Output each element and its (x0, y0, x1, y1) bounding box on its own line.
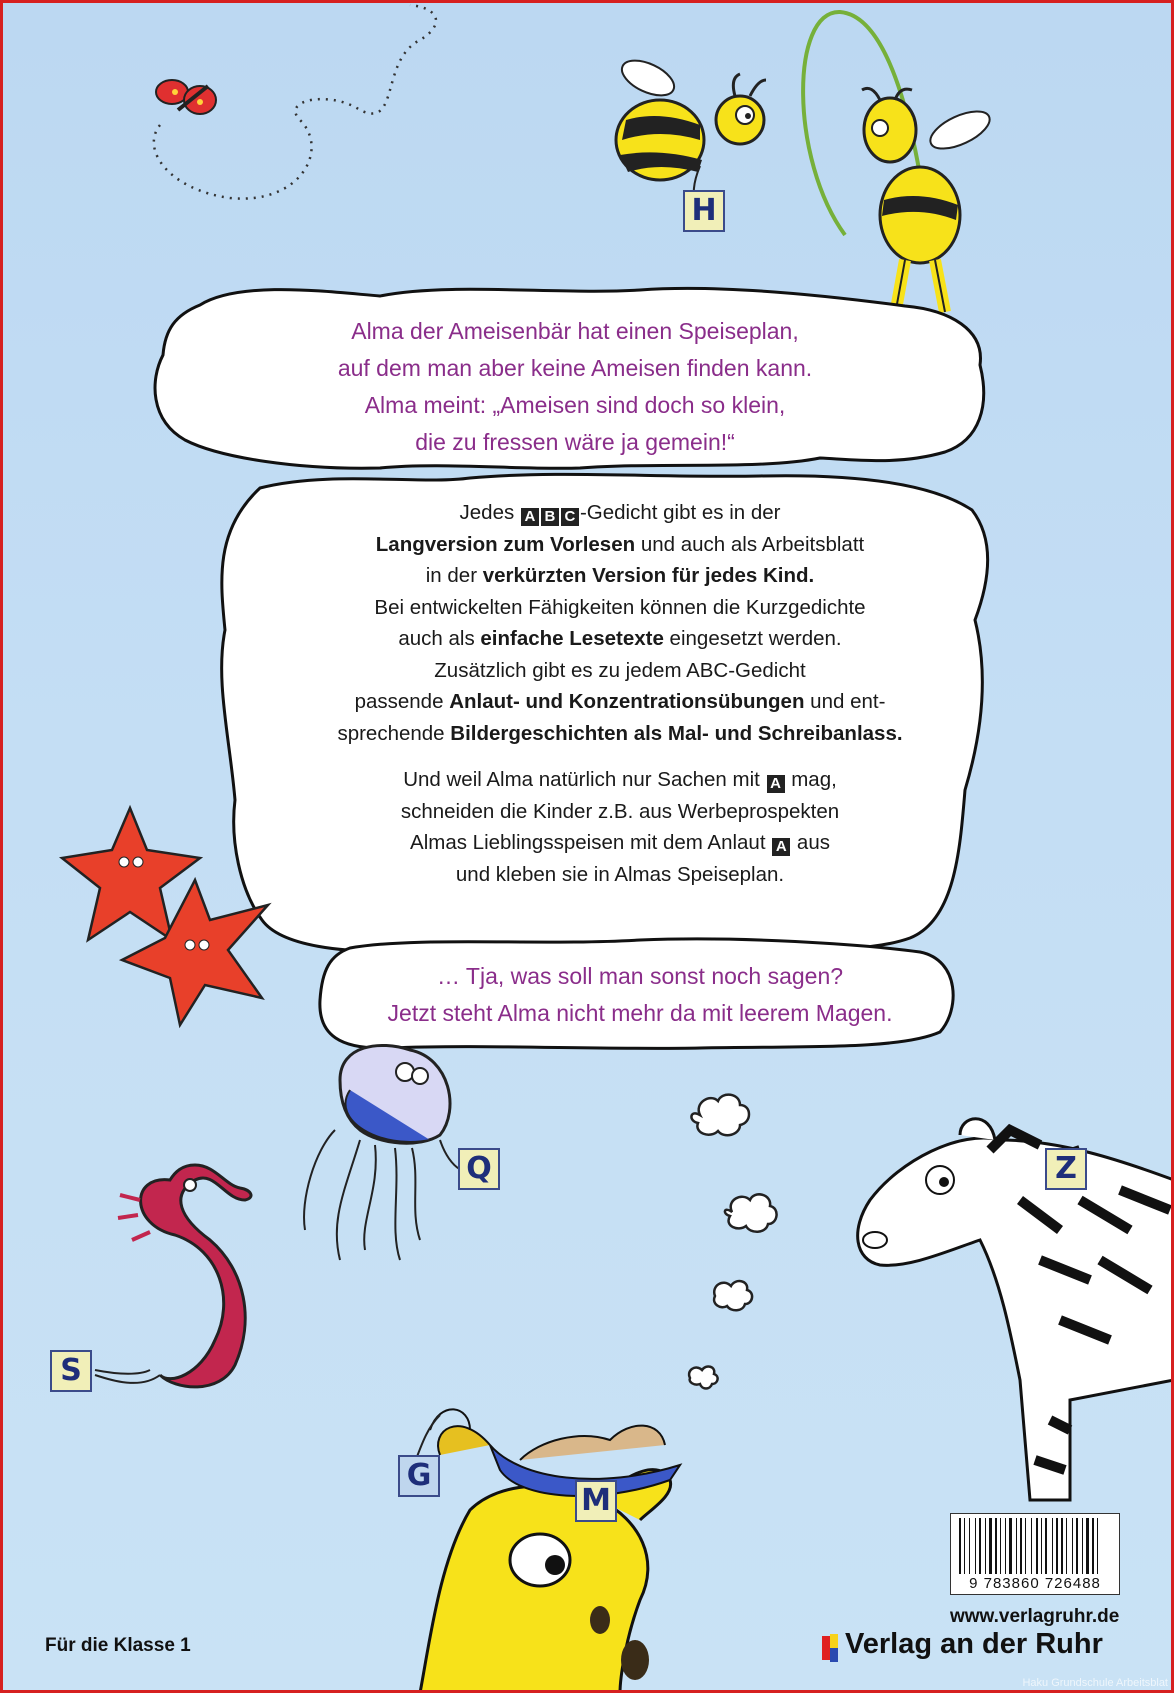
barcode-bar (1016, 1518, 1017, 1574)
letter-tag-g: G (398, 1455, 440, 1497)
main-line-12: und kleben sie in Almas Speiseplan. (455, 862, 785, 886)
abc-letter-b: B (541, 508, 559, 526)
letter-tag-s: S (50, 1350, 92, 1392)
barcode-bar (1092, 1518, 1094, 1574)
barcode-bar (1031, 1518, 1032, 1574)
barcode-bar (1036, 1518, 1038, 1574)
main-line-8: sprechende Bildergeschichten als Mal- und Schreibanlass. (337, 721, 903, 745)
hammock-icon (430, 1409, 680, 1496)
barcode-bars (951, 1518, 1119, 1576)
barcode-bar (1056, 1518, 1058, 1574)
barcode-bar (959, 1518, 961, 1574)
seahorse-icon (95, 1165, 251, 1387)
bubble-top-line: die zu fressen wäre ja gemein!“ (415, 429, 735, 455)
barcode-bar (985, 1518, 986, 1574)
barcode-bar (1061, 1518, 1063, 1574)
abc-letter-c: C (561, 508, 579, 526)
barcode-bar (1086, 1518, 1089, 1574)
publisher-name: Verlag an der Ruhr (845, 1628, 1103, 1660)
letter-tag-m: M (575, 1480, 617, 1522)
main-line-4: Bei entwickelten Fähigkeiten können die Kurzgedichte (374, 595, 866, 619)
paragraph-gap (255, 749, 985, 764)
barcode-bar (1097, 1518, 1098, 1574)
barcode-bar (1052, 1518, 1053, 1574)
barcode (950, 1513, 1120, 1595)
barcode-bar (1000, 1518, 1001, 1574)
main-line-10: schneiden die Kinder z.B. aus Werbeprospekten (400, 799, 840, 823)
letter-a-icon: A (772, 838, 790, 856)
abc-letter-a: A (521, 508, 539, 526)
barcode-bar (1009, 1518, 1012, 1574)
barcode-bar (1025, 1518, 1026, 1574)
jumping-bee-icon (803, 12, 995, 315)
bubble-bottom-line: Jetzt steht Alma nicht mehr da mit leerem Magen. (387, 1000, 893, 1026)
publisher-logo-icon (822, 1634, 840, 1662)
letter-tag-z: Z (1045, 1148, 1087, 1190)
jellyfish-icon (304, 1045, 480, 1260)
publisher-url: www.verlagruhr.de (950, 1606, 1120, 1627)
butterfly-icon (156, 80, 216, 114)
main-line-1: Jedes A B C -Gedicht gibt es in der (459, 501, 781, 525)
grade-label: Für die Klasse 1 (45, 1635, 191, 1656)
barcode-bar (1066, 1518, 1067, 1574)
barcode-bar (979, 1518, 981, 1574)
main-line-7: passende Anlaut- und Konzentrationsübungen und ent- (354, 690, 886, 713)
barcode-bar (1020, 1518, 1022, 1574)
barcode-bar (1076, 1518, 1078, 1574)
bubble-top-text (180, 313, 970, 461)
barcode-bar (989, 1518, 992, 1574)
barcode-bar (975, 1518, 976, 1574)
main-line-9: Und weil Alma natürlich nur Sachen mit A mag, (403, 768, 837, 792)
bubble-top-line: Alma der Ameisenbär hat einen Speiseplan, (351, 318, 799, 344)
barcode-bar (969, 1518, 970, 1574)
barcode-bar (1045, 1518, 1047, 1574)
barcode-bar (995, 1518, 997, 1574)
barcode-bar (1082, 1518, 1083, 1574)
barcode-bar (1072, 1518, 1073, 1574)
letter-a-icon: A (767, 775, 785, 793)
watermark: Haku Grundschule Arbeitsblat (1022, 1677, 1168, 1689)
barcode-bar (964, 1518, 965, 1574)
main-line-2: Langversion zum Vorlesen und auch als Arbeitsblatt (375, 532, 865, 556)
main-line-11: Almas Lieblingsspeisen mit dem Anlaut A aus (410, 831, 830, 855)
main-line-3: in der verkürzten Version für jedes Kind. (425, 564, 815, 587)
bee-icon (616, 53, 766, 180)
bubble-top-line: Alma meint: „Ameisen sind doch so klein, (364, 392, 786, 418)
letter-tag-q: Q (458, 1148, 500, 1190)
barcode-bar (1041, 1518, 1042, 1574)
barcode-bar (1005, 1518, 1006, 1574)
bubble-top-line: auf dem man aber keine Ameisen finden kann. (337, 355, 813, 381)
isbn-number: 9 783860 726488 (969, 1575, 1101, 1592)
thought-clouds (689, 1095, 776, 1389)
letter-tag-h: H (683, 190, 725, 232)
zebra-icon (858, 1119, 1174, 1500)
main-line-6: Zusätzlich gibt es zu jedem ABC-Gedicht (434, 658, 806, 682)
main-line-5: auch als einfache Lesetexte eingesetzt werden. (398, 627, 842, 650)
giraffe-icon (420, 1470, 671, 1693)
bubble-main-text (255, 497, 985, 890)
bubble-bottom-text (325, 958, 955, 1032)
bubble-bottom-line: … Tja, was soll man sonst noch sagen? (436, 963, 844, 989)
